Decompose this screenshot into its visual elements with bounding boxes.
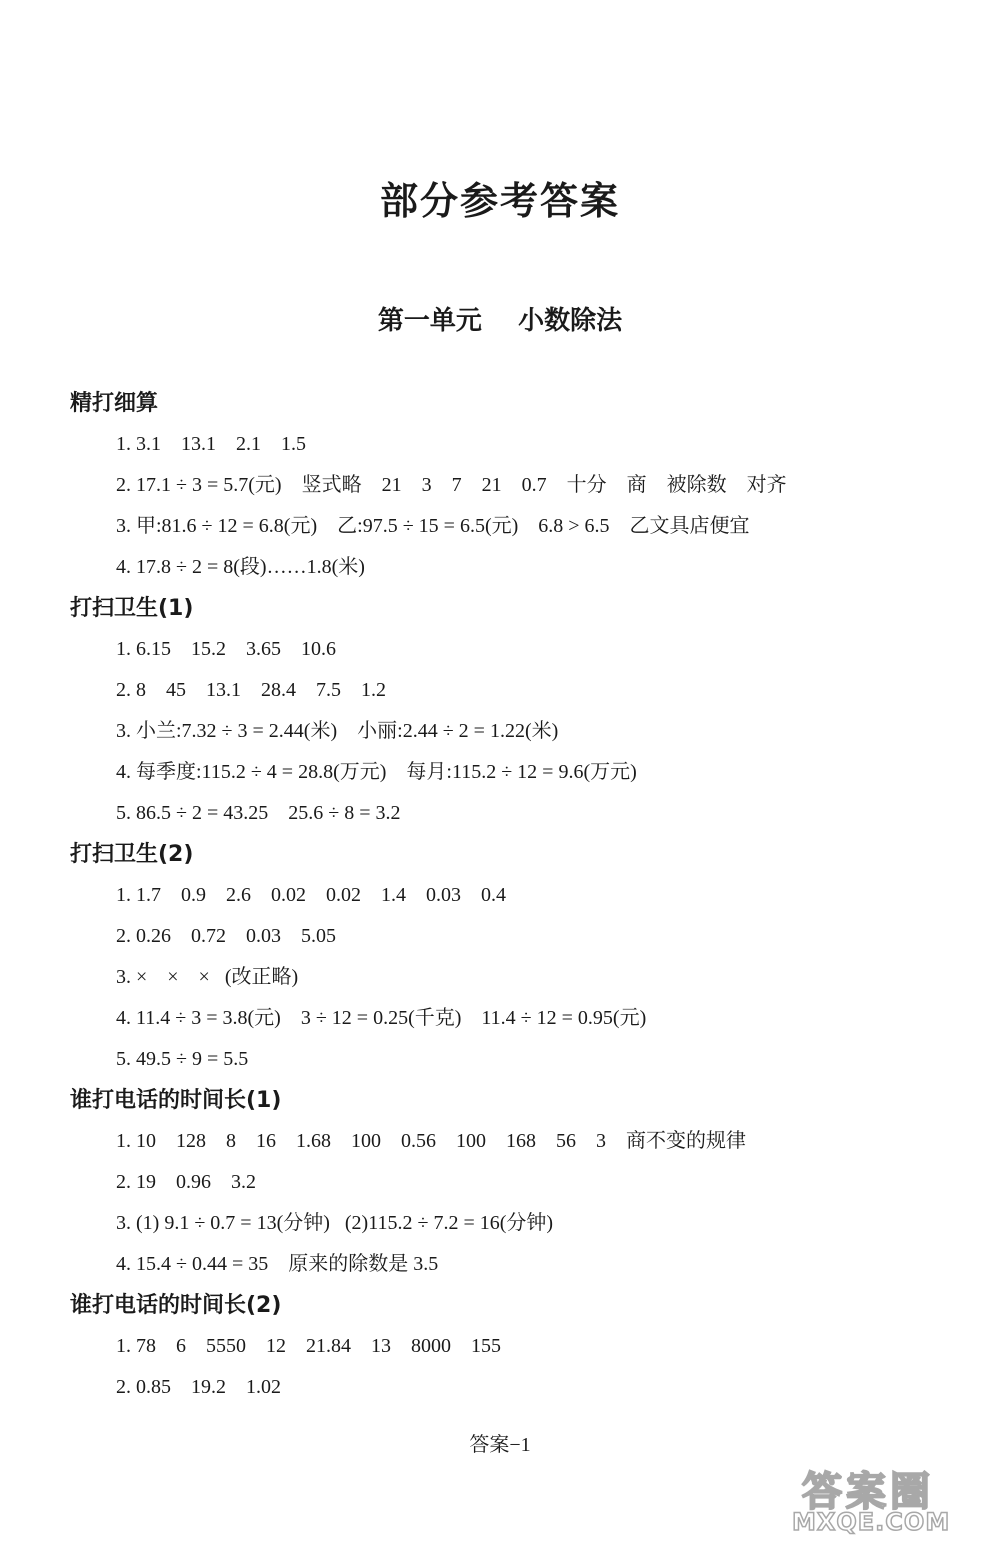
answer-line: 3. 甲:81.6 ÷ 12 = 6.8(元) 乙:97.5 ÷ 15 = 6.5(元) 6.8 > 6.5 乙文具店便宜: [116, 515, 750, 537]
section-heading: 谁打电话的时间长(1): [70, 1088, 282, 1113]
answer-line: 4. 17.8 ÷ 2 = 8(段)……1.8(米): [116, 556, 365, 578]
section-heading: 谁打电话的时间长(2): [70, 1293, 282, 1318]
answer-line: 1. 3.1 13.1 2.1 1.5: [116, 433, 306, 455]
page-title: 部分参考答案: [379, 179, 620, 223]
answer-line: 5. 86.5 ÷ 2 = 43.25 25.6 ÷ 8 = 3.2: [116, 802, 401, 824]
section-heading: 打扫卫生(2): [70, 842, 194, 867]
answer-line: 3. (1) 9.1 ÷ 0.7 = 13(分钟) (2)115.2 ÷ 7.2 = 16(分钟): [116, 1212, 554, 1234]
answer-line: 2. 19 0.96 3.2: [116, 1171, 256, 1193]
answer-line: 1. 6.15 15.2 3.65 10.6: [116, 638, 336, 660]
answer-line: 1. 78 6 5550 12 21.84 13 8000 155: [116, 1335, 501, 1357]
watermark-logo: [792, 1460, 982, 1536]
answer-line: 5. 49.5 ÷ 9 = 5.5: [116, 1048, 249, 1070]
answer-line: 1. 10 128 8 16 1.68 100 0.56 100 168 56 3 商不变的规律: [116, 1130, 746, 1152]
answer-content: [0, 383, 1000, 1408]
answer-line: 2. 8 45 13.1 28.4 7.5 1.2: [116, 679, 386, 701]
unit-title: 第一单元 小数除法: [377, 306, 623, 336]
answer-line: 3. 小兰:7.32 ÷ 3 = 2.44(米) 小丽:2.44 ÷ 2 = 1.22(米): [116, 720, 559, 742]
answer-line: 1. 1.7 0.9 2.6 0.02 0.02 1.4 0.03 0.4: [116, 884, 506, 906]
answer-line: 2. 0.26 0.72 0.03 5.05: [116, 925, 336, 947]
answer-line: 2. 17.1 ÷ 3 = 5.7(元) 竖式略 21 3 7 21 0.7 十分 商 被除数 对齐: [116, 474, 787, 496]
watermark-bottom-text: MXQE.COM: [792, 1508, 951, 1536]
answer-line: 4. 11.4 ÷ 3 = 3.8(元) 3 ÷ 12 = 0.25(千克) 11.4 ÷ 12 = 0.95(元): [116, 1007, 647, 1029]
section-heading: 打扫卫生(1): [70, 596, 194, 621]
answer-line: 4. 15.4 ÷ 0.44 = 35 原来的除数是 3.5: [116, 1253, 439, 1275]
answer-line: 3. × × × (改正略): [116, 966, 299, 988]
watermark-top-text: 答案圈: [802, 1469, 934, 1515]
answer-line: 2. 0.85 19.2 1.02: [116, 1376, 281, 1398]
section-heading: 精打细算: [70, 391, 159, 416]
answer-line: 4. 每季度:115.2 ÷ 4 = 28.8(万元) 每月:115.2 ÷ 12 = 9.6(万元): [116, 761, 637, 783]
page-number: 答案−1: [469, 1434, 531, 1456]
